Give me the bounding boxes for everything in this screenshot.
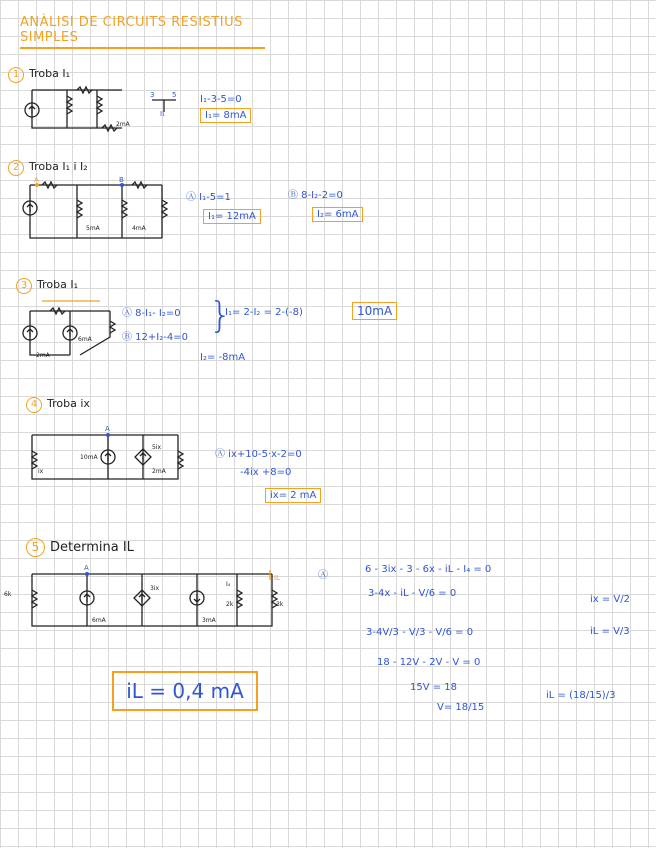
section-number: 1 bbox=[8, 67, 24, 83]
s2-eqB: Ⓑ 8-I₂-2=0 bbox=[288, 190, 343, 201]
circuit-3 bbox=[20, 297, 120, 362]
label-6mA: 6mA bbox=[78, 336, 92, 343]
s5-eq2: 3-4x - iL - V/6 = 0 bbox=[368, 588, 457, 599]
s3-eqA: Ⓐ 8-I₁- I₂=0 bbox=[122, 308, 181, 319]
label-I4: I₄ bbox=[226, 581, 231, 588]
label-6k: 6k bbox=[4, 591, 12, 598]
label-10mA: 10mA bbox=[80, 454, 98, 461]
section-number: 4 bbox=[26, 397, 42, 413]
s3-result: 10mA bbox=[352, 302, 397, 320]
s5-eq4: 18 - 12V - 2V - V = 0 bbox=[377, 657, 481, 668]
circle-A-marker: Ⓐ bbox=[318, 570, 328, 581]
section-3-heading bbox=[16, 278, 78, 294]
section-heading-text: Troba I₁ bbox=[29, 67, 70, 80]
svg-text:3: 3 bbox=[150, 91, 155, 99]
s3-mid: I₁= 2-I₂ = 2-(-8) bbox=[225, 307, 303, 318]
label-2mA: 2mA bbox=[152, 468, 166, 475]
label-ix: ix bbox=[38, 468, 44, 475]
circuit-4 bbox=[28, 425, 188, 485]
node-A-label: A bbox=[84, 564, 89, 572]
s5-side2: iL = V/3 bbox=[590, 626, 630, 637]
node-A-label: A bbox=[105, 425, 110, 433]
svg-text:5: 5 bbox=[172, 91, 177, 99]
brace: } bbox=[209, 295, 232, 336]
svg-text:I₁: I₁ bbox=[160, 110, 165, 118]
s4-result: ix= 2 mA bbox=[265, 488, 321, 503]
label-2k: 2k bbox=[226, 601, 234, 608]
label-2mA: 2mA bbox=[116, 121, 130, 128]
section-number: 2 bbox=[8, 160, 24, 176]
label-4mA: 4mA bbox=[132, 225, 146, 232]
section-heading-text: Determina IL bbox=[50, 540, 134, 555]
label-3k: 3k bbox=[276, 601, 284, 608]
label-5mA: 5mA bbox=[86, 225, 100, 232]
s3-eqB: Ⓑ 12+I₂-4=0 bbox=[122, 332, 188, 343]
circuit-2 bbox=[22, 176, 172, 242]
final-result-box: iL = 0,4 mA bbox=[112, 671, 258, 711]
section-2-heading bbox=[8, 160, 88, 176]
section-5-heading bbox=[26, 538, 134, 557]
label-5ix: 5ix bbox=[152, 444, 162, 451]
s2-eqA: Ⓐ I₁-5=1 bbox=[186, 192, 231, 203]
section-number: 5 bbox=[26, 538, 45, 557]
s5-side3: iL = (18/15)/3 bbox=[546, 690, 616, 701]
circuit-1-node bbox=[150, 92, 180, 117]
section-heading-text: Troba I₁ i I₂ bbox=[29, 160, 88, 173]
s2-resultB: I₂= 6mA bbox=[312, 207, 363, 222]
s2-resultA: I₁= 12mA bbox=[203, 209, 261, 224]
node-B-label: B bbox=[119, 176, 124, 184]
s4-eq1: Ⓐ ix+10-5·x-2=0 bbox=[215, 449, 302, 460]
section-1-heading bbox=[8, 67, 70, 83]
circuit-1 bbox=[22, 88, 132, 133]
section-4-heading bbox=[26, 397, 90, 413]
s4-eq2: -4ix +8=0 bbox=[240, 467, 292, 478]
s3-eqI2: I₂= -8mA bbox=[200, 352, 246, 363]
section-heading-text: Troba I₁ bbox=[37, 278, 78, 291]
label-2mA: 2mA bbox=[36, 352, 50, 359]
label-6mA: 6mA bbox=[92, 617, 106, 624]
s1-eq: I₁-3-5=0 bbox=[200, 94, 242, 105]
section-heading-text: Troba ix bbox=[47, 397, 90, 410]
s5-eq5: 15V = 18 bbox=[410, 682, 458, 693]
s5-eq3: 3-4V/3 - V/3 - V/6 = 0 bbox=[366, 627, 474, 638]
s1-result: I₁= 8mA bbox=[200, 108, 251, 123]
label-3ix: 3ix bbox=[150, 585, 160, 592]
label-3mA: 3mA bbox=[202, 617, 216, 624]
node-A-label: A bbox=[34, 176, 39, 184]
circuit-5 bbox=[4, 564, 284, 631]
s5-eqA: 6 - 3ix - 3 - 6x - iL - I₄ = 0 bbox=[365, 564, 492, 575]
label-IL: IL bbox=[274, 574, 280, 582]
page-title: ANÀLISI DE CIRCUITS RESISTIUS SIMPLES bbox=[20, 15, 265, 49]
s5-eq6: V= 18/15 bbox=[437, 702, 485, 713]
s5-side1: ix = V/2 bbox=[590, 594, 631, 605]
section-number: 3 bbox=[16, 278, 32, 294]
